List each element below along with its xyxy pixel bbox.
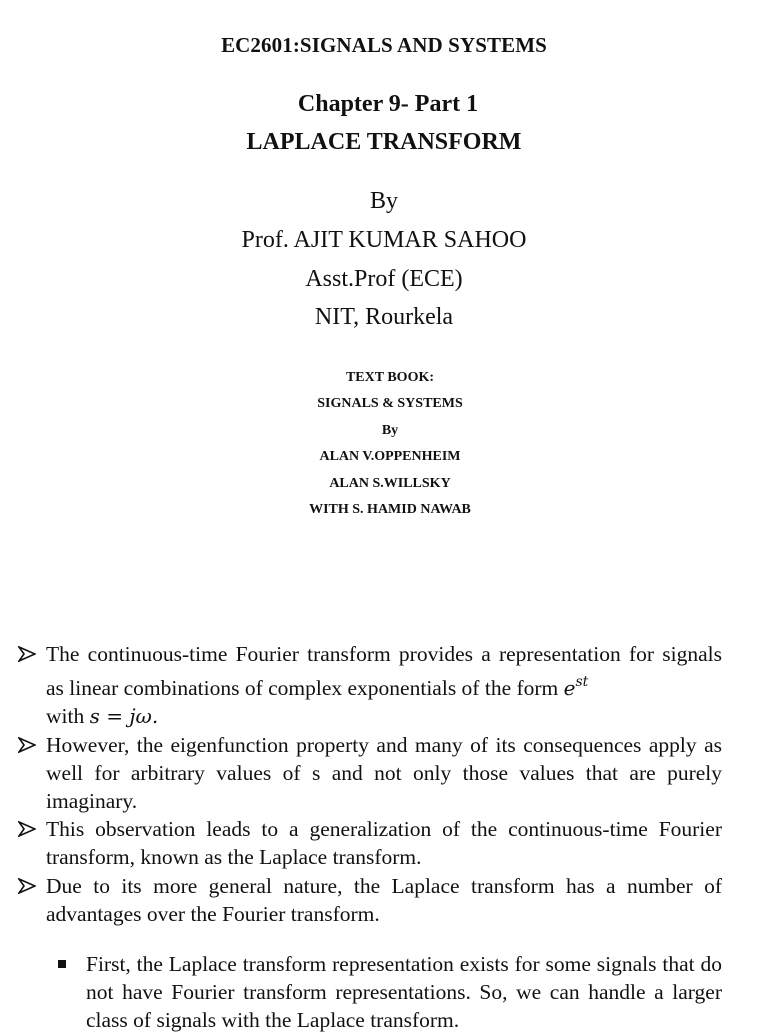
textbook-author-2: ALAN S.WILLSKY [329,476,451,491]
exponent-base: e [563,676,576,701]
author-by: By [369,188,398,214]
sub-bullet-item [58,950,722,1035]
math-expression: s = jω. [89,704,159,729]
author-name: Prof. AJIT KUMAR SAHOO [241,227,527,253]
sub-bullet-text: First, the Laplace transform representation exists for some signals that do not have Fourier transform representations. So, we can handle a larger class of signals with the Laplace transform. [86,952,722,1033]
bullet-text: Due to its more general nature, the Laplace transform has a number of advantages over the Fourier transform. [46,873,722,926]
arrow-bullet-icon [18,731,40,759]
sub-bullet-list [58,950,722,1035]
chapter-title: LAPLACE TRANSFORM [246,129,522,155]
bullet-text-with: with [46,704,90,729]
chapter-heading: Chapter 9- Part 1 [297,91,479,117]
textbook-author-1: ALAN V.OPPENHEIM [319,449,461,464]
bullet-item [18,872,722,928]
bullet-text: This observation leads to a generalization of the continuous-time Fourier transform, known as the Laplace transform. [46,817,722,870]
bullet-item [18,731,722,816]
textbook-author-3: WITH S. HAMID NAWAB [309,502,471,517]
arrow-bullet-icon [18,815,40,843]
bullet-text: The continuous-time Fourier transform provides a representation for signals as linear combinations of complex exponentials of the form [46,642,722,701]
textbook-heading: TEXT BOOK: [345,370,435,385]
arrow-bullet-icon [18,872,40,900]
course-title: EC2601:SIGNALS AND SYSTEMS [221,33,547,57]
arrow-bullet-icon [18,640,40,668]
author-designation: Asst.Prof (ECE) [305,266,463,292]
author-institute: NIT, Rourkela [314,304,454,330]
bullet-list [18,640,722,928]
textbook-title: SIGNALS & SYSTEMS [317,396,463,411]
bullet-text: However, the eigenfunction property and many of its consequences apply as well for arbitrary values of s and not only those values that are purely imaginary. [46,732,722,814]
bullet-item [18,815,722,871]
square-bullet-icon [58,960,66,968]
exponent-superscript: st [575,674,589,691]
bullet-item [18,640,722,731]
textbook-by: By [381,423,399,438]
